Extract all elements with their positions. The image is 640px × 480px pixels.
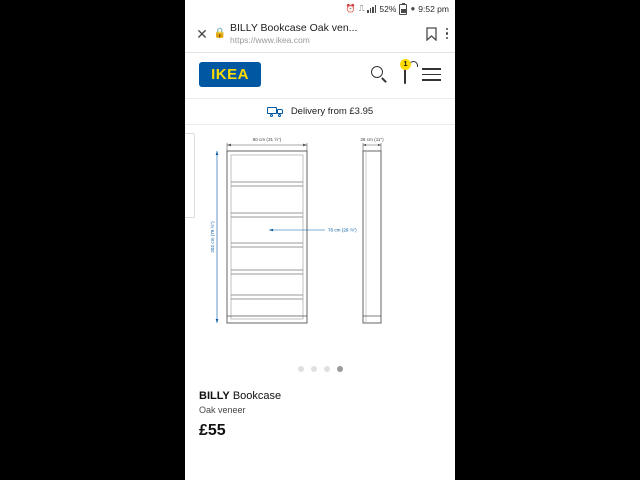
gallery-dot-2[interactable] — [311, 366, 317, 372]
hamburger-menu-icon[interactable] — [422, 68, 441, 81]
product-name-series: BILLY — [199, 390, 230, 402]
bookmark-icon[interactable] — [426, 27, 437, 40]
ikea-logo-text: IKEA — [211, 66, 249, 83]
phone-screen — [185, 0, 455, 480]
product-gallery[interactable] — [185, 125, 455, 380]
dimension-width-top: 80 cm (31 ½") — [252, 137, 282, 142]
overflow-menu-icon[interactable] — [446, 28, 449, 40]
page-url: https://www.ikea.com — [230, 35, 310, 45]
dimension-height-left: 202 cm (79 ½") — [210, 221, 215, 253]
status-bar — [185, 0, 455, 18]
site-header — [185, 53, 455, 98]
clock-time: 9:52 pm — [418, 4, 449, 14]
ikea-logo[interactable] — [199, 62, 261, 87]
search-icon[interactable] — [371, 66, 388, 83]
alarm-icon: ⏰ — [345, 4, 356, 13]
dimension-depth-top: 28 cm (11") — [360, 137, 384, 142]
address-area[interactable] — [228, 22, 420, 45]
product-material: Oak veneer — [199, 405, 246, 415]
browser-toolbar — [185, 18, 455, 53]
gallery-dot-1[interactable] — [298, 366, 304, 372]
gallery-dot-3[interactable] — [324, 366, 330, 372]
battery-percent: 52% — [379, 4, 397, 14]
dimension-inner-width: 76 cm (29 ⅞") — [328, 227, 357, 233]
product-name-type: Bookcase — [229, 390, 282, 402]
bookcase-dimension-diagram — [185, 125, 455, 380]
product-info — [185, 380, 455, 440]
page-title: BILLY Bookcase Oak ven... — [230, 22, 358, 34]
lock-icon: 🔒 — [213, 28, 227, 39]
delivery-text: Delivery from £3.95 — [290, 106, 374, 117]
toolbar-actions — [420, 27, 449, 40]
gallery-pagination-dots[interactable] — [185, 366, 455, 372]
cart-badge: 1 — [400, 59, 411, 70]
delivery-truck-icon — [267, 106, 285, 117]
wifi-icon: ⎍ — [358, 4, 365, 13]
header-icons — [371, 59, 441, 84]
gallery-dot-4[interactable] — [337, 366, 343, 372]
battery-icon — [399, 4, 407, 15]
delivery-banner[interactable] — [185, 98, 455, 125]
separator-dot: ● — [410, 4, 416, 13]
product-name — [199, 390, 441, 402]
shopping-bag-icon[interactable] — [403, 59, 408, 84]
product-price: £55 — [199, 422, 226, 439]
close-icon[interactable]: ✕ — [196, 25, 208, 42]
signal-bars-icon — [367, 5, 376, 13]
